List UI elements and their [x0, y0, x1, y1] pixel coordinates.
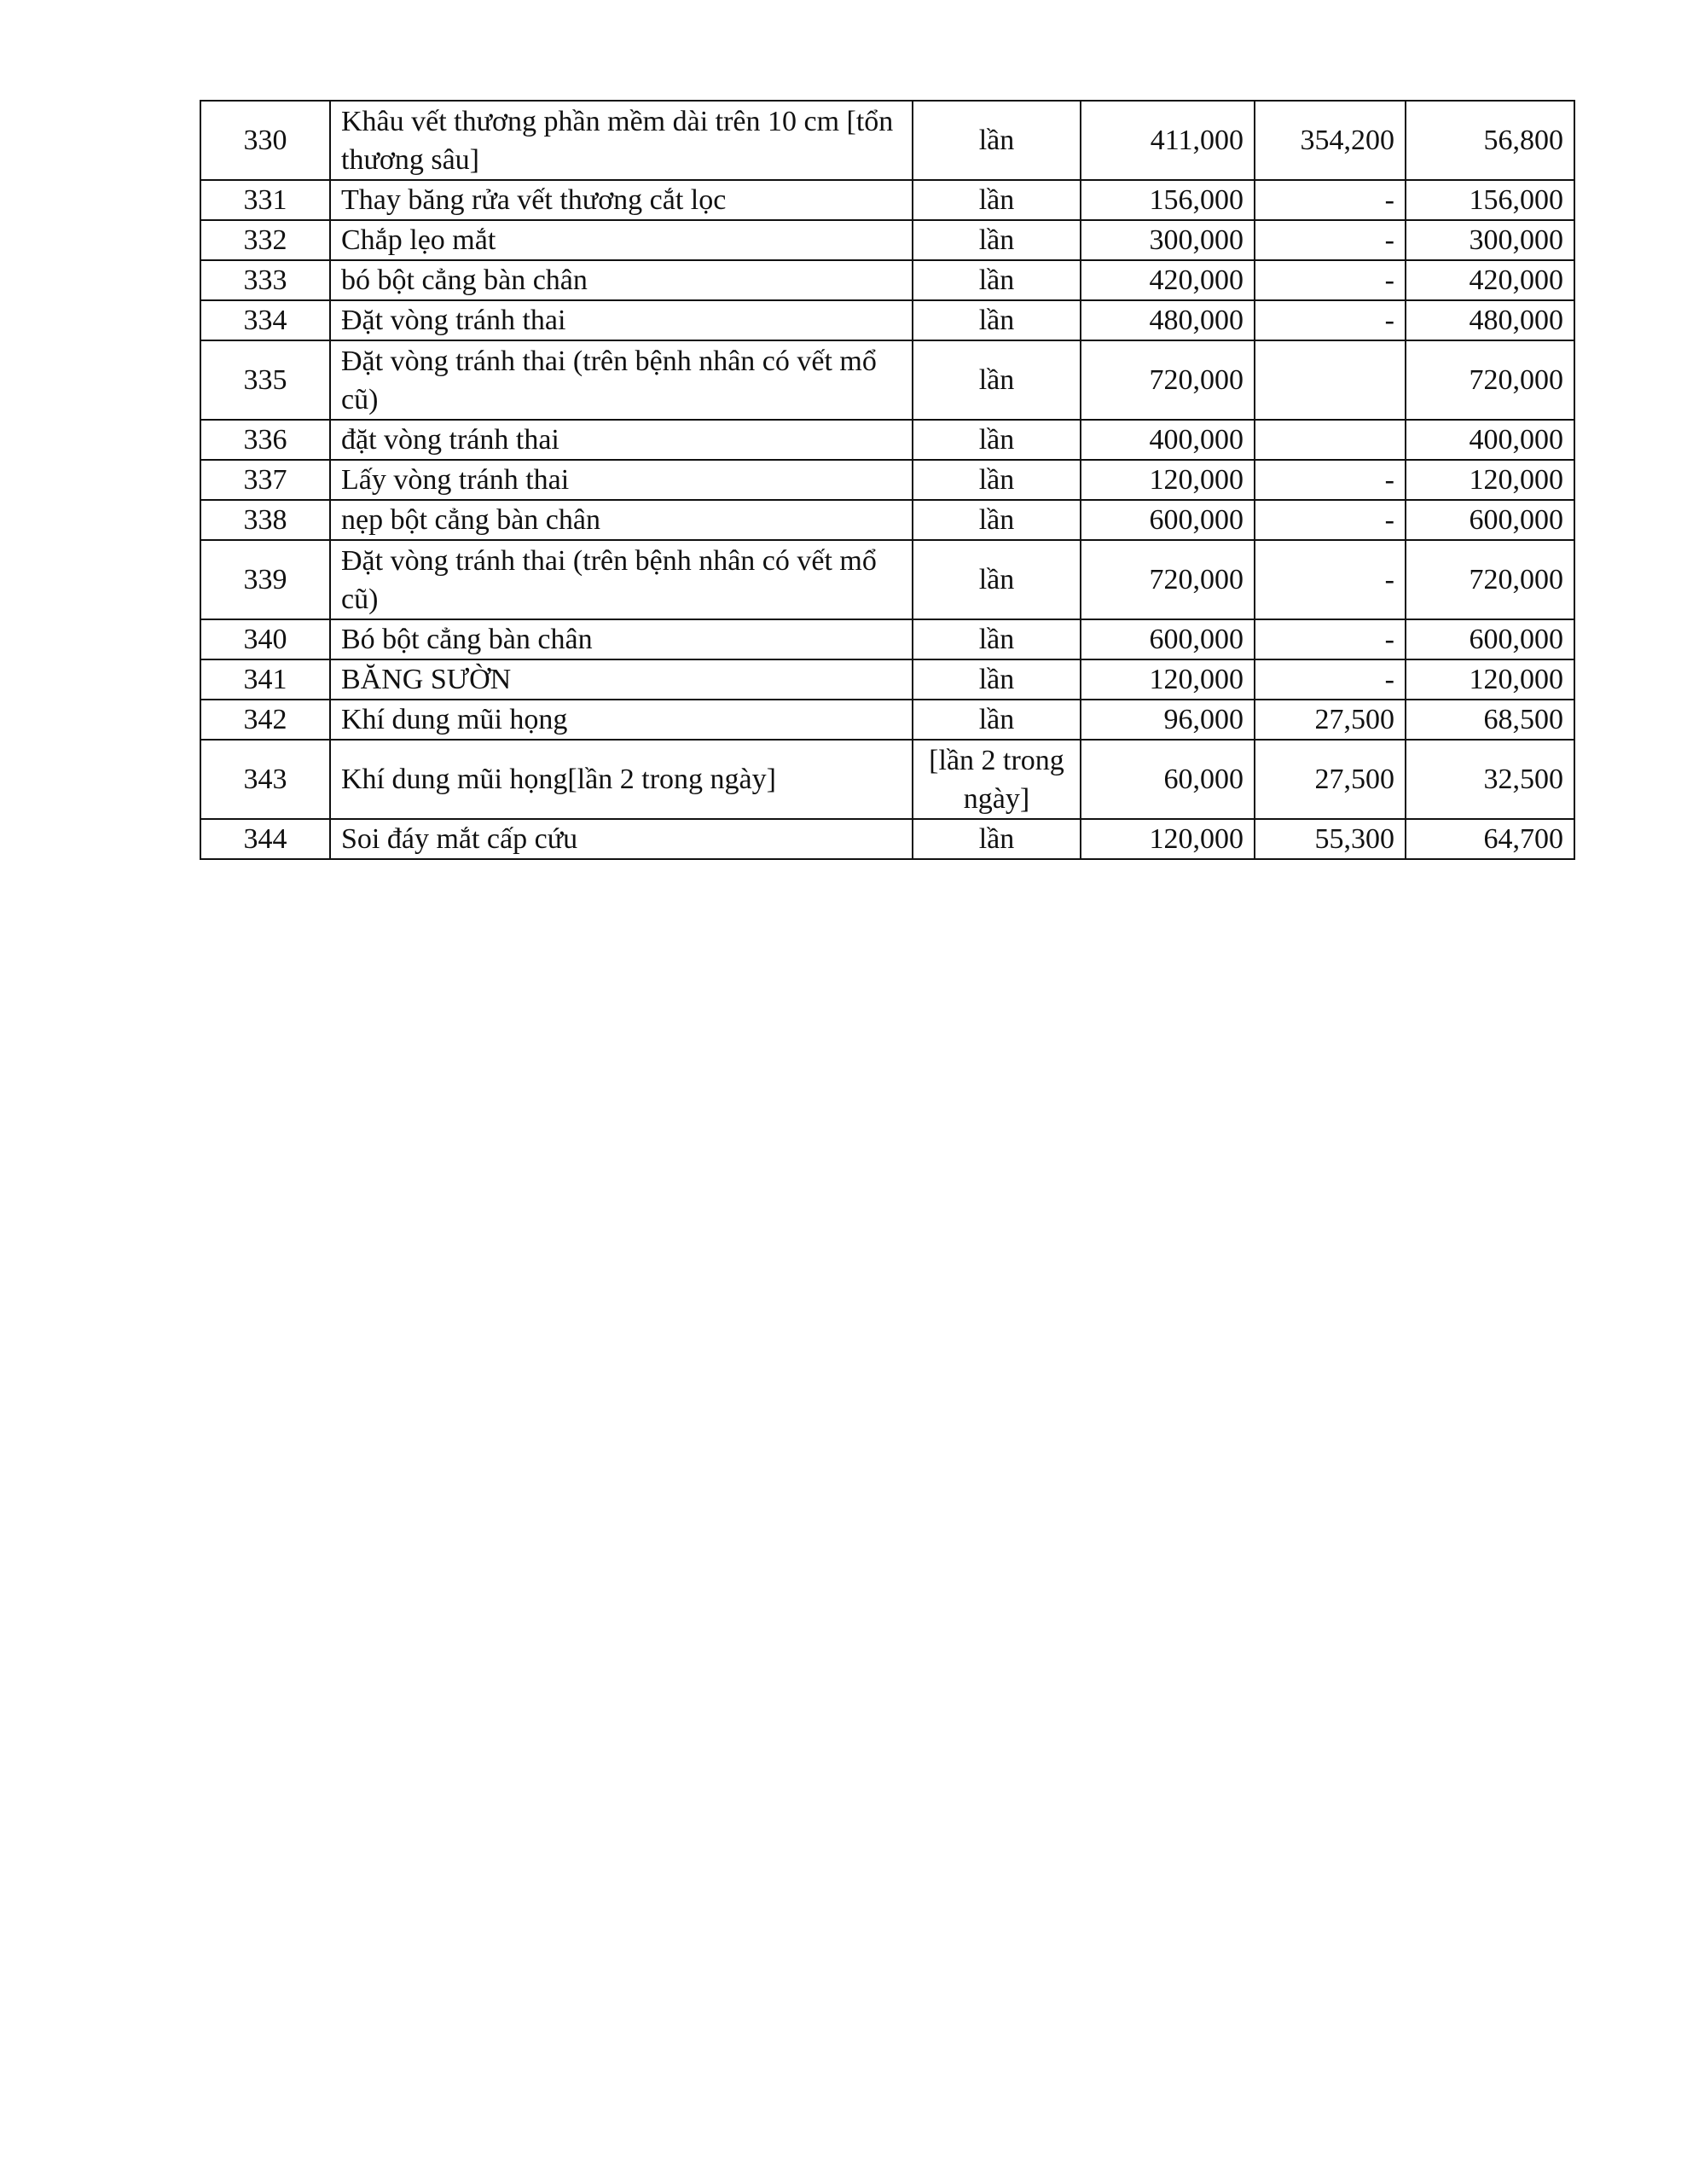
- price-cell: 400,000: [1081, 420, 1255, 460]
- price-cell: 411,000: [1081, 101, 1255, 180]
- service-name-cell: Đặt vòng tránh thai (trên bệnh nhân có vết mổ cũ): [330, 340, 913, 420]
- price-cell: 120,000: [1081, 460, 1255, 500]
- insurance-price-cell: [1255, 340, 1406, 420]
- unit-cell: lần: [913, 500, 1081, 540]
- unit-cell: lần: [913, 819, 1081, 859]
- unit-cell: lần: [913, 101, 1081, 180]
- price-cell: 120,000: [1081, 659, 1255, 700]
- unit-cell: lần: [913, 460, 1081, 500]
- service-name-cell: BĂNG SƯỜN: [330, 659, 913, 700]
- unit-cell: lần: [913, 540, 1081, 619]
- insurance-price-cell: -: [1255, 659, 1406, 700]
- difference-cell: 56,800: [1406, 101, 1574, 180]
- difference-cell: 600,000: [1406, 619, 1574, 659]
- unit-cell: lần: [913, 700, 1081, 740]
- insurance-price-cell: 354,200: [1255, 101, 1406, 180]
- row-number-cell: 332: [200, 220, 330, 260]
- table-row: [200, 819, 1574, 859]
- service-name-cell: Khí dung mũi họng: [330, 700, 913, 740]
- table-row: [200, 619, 1574, 659]
- table-row: [200, 659, 1574, 700]
- difference-cell: 600,000: [1406, 500, 1574, 540]
- difference-cell: 120,000: [1406, 460, 1574, 500]
- service-name-cell: Thay băng rửa vết thương cắt lọc: [330, 180, 913, 220]
- insurance-price-cell: 55,300: [1255, 819, 1406, 859]
- price-cell: 96,000: [1081, 700, 1255, 740]
- row-number-cell: 333: [200, 260, 330, 300]
- price-cell: 600,000: [1081, 500, 1255, 540]
- service-name-cell: nẹp bột cẳng bàn chân: [330, 500, 913, 540]
- difference-cell: 420,000: [1406, 260, 1574, 300]
- table-row: [200, 180, 1574, 220]
- table-body: [200, 101, 1574, 859]
- service-name-cell: Khâu vết thương phần mềm dài trên 10 cm [tổn thương sâu]: [330, 101, 913, 180]
- row-number-cell: 343: [200, 740, 330, 819]
- table-row: [200, 500, 1574, 540]
- service-name-cell: Chắp lẹo mắt: [330, 220, 913, 260]
- price-cell: 480,000: [1081, 300, 1255, 340]
- insurance-price-cell: -: [1255, 460, 1406, 500]
- unit-cell: lần: [913, 659, 1081, 700]
- insurance-price-cell: -: [1255, 540, 1406, 619]
- row-number-cell: 344: [200, 819, 330, 859]
- unit-cell: lần: [913, 300, 1081, 340]
- row-number-cell: 330: [200, 101, 330, 180]
- table-row: [200, 300, 1574, 340]
- insurance-price-cell: -: [1255, 500, 1406, 540]
- service-name-cell: Soi đáy mắt cấp cứu: [330, 819, 913, 859]
- row-number-cell: 339: [200, 540, 330, 619]
- row-number-cell: 337: [200, 460, 330, 500]
- service-name-cell: Đặt vòng tránh thai (trên bệnh nhân có vết mổ cũ): [330, 540, 913, 619]
- price-table: [200, 100, 1575, 860]
- table-row: [200, 340, 1574, 420]
- price-cell: 720,000: [1081, 340, 1255, 420]
- row-number-cell: 334: [200, 300, 330, 340]
- price-cell: 420,000: [1081, 260, 1255, 300]
- service-name-cell: Lấy vòng tránh thai: [330, 460, 913, 500]
- insurance-price-cell: -: [1255, 260, 1406, 300]
- row-number-cell: 341: [200, 659, 330, 700]
- service-name-cell: bó bột cẳng bàn chân: [330, 260, 913, 300]
- difference-cell: 480,000: [1406, 300, 1574, 340]
- insurance-price-cell: -: [1255, 619, 1406, 659]
- price-cell: 720,000: [1081, 540, 1255, 619]
- insurance-price-cell: -: [1255, 180, 1406, 220]
- difference-cell: 300,000: [1406, 220, 1574, 260]
- table-row: [200, 260, 1574, 300]
- unit-cell: lần: [913, 340, 1081, 420]
- table-row: [200, 540, 1574, 619]
- service-name-cell: đặt vòng tránh thai: [330, 420, 913, 460]
- row-number-cell: 338: [200, 500, 330, 540]
- price-cell: 156,000: [1081, 180, 1255, 220]
- service-name-cell: Khí dung mũi họng[lần 2 trong ngày]: [330, 740, 913, 819]
- table-row: [200, 740, 1574, 819]
- difference-cell: 720,000: [1406, 340, 1574, 420]
- unit-cell: [lần 2 trong ngày]: [913, 740, 1081, 819]
- insurance-price-cell: -: [1255, 220, 1406, 260]
- table-row: [200, 460, 1574, 500]
- insurance-price-cell: -: [1255, 300, 1406, 340]
- table-row: [200, 420, 1574, 460]
- table-row: [200, 220, 1574, 260]
- insurance-price-cell: [1255, 420, 1406, 460]
- price-cell: 120,000: [1081, 819, 1255, 859]
- insurance-price-cell: 27,500: [1255, 700, 1406, 740]
- difference-cell: 120,000: [1406, 659, 1574, 700]
- difference-cell: 32,500: [1406, 740, 1574, 819]
- row-number-cell: 340: [200, 619, 330, 659]
- unit-cell: lần: [913, 220, 1081, 260]
- table-row: [200, 101, 1574, 180]
- unit-cell: lần: [913, 180, 1081, 220]
- service-name-cell: Đặt vòng tránh thai: [330, 300, 913, 340]
- service-name-cell: Bó bột cẳng bàn chân: [330, 619, 913, 659]
- difference-cell: 400,000: [1406, 420, 1574, 460]
- unit-cell: lần: [913, 619, 1081, 659]
- difference-cell: 156,000: [1406, 180, 1574, 220]
- insurance-price-cell: 27,500: [1255, 740, 1406, 819]
- row-number-cell: 342: [200, 700, 330, 740]
- unit-cell: lần: [913, 420, 1081, 460]
- difference-cell: 720,000: [1406, 540, 1574, 619]
- price-cell: 60,000: [1081, 740, 1255, 819]
- row-number-cell: 336: [200, 420, 330, 460]
- difference-cell: 64,700: [1406, 819, 1574, 859]
- price-cell: 300,000: [1081, 220, 1255, 260]
- price-cell: 600,000: [1081, 619, 1255, 659]
- row-number-cell: 331: [200, 180, 330, 220]
- table-row: [200, 700, 1574, 740]
- unit-cell: lần: [913, 260, 1081, 300]
- difference-cell: 68,500: [1406, 700, 1574, 740]
- row-number-cell: 335: [200, 340, 330, 420]
